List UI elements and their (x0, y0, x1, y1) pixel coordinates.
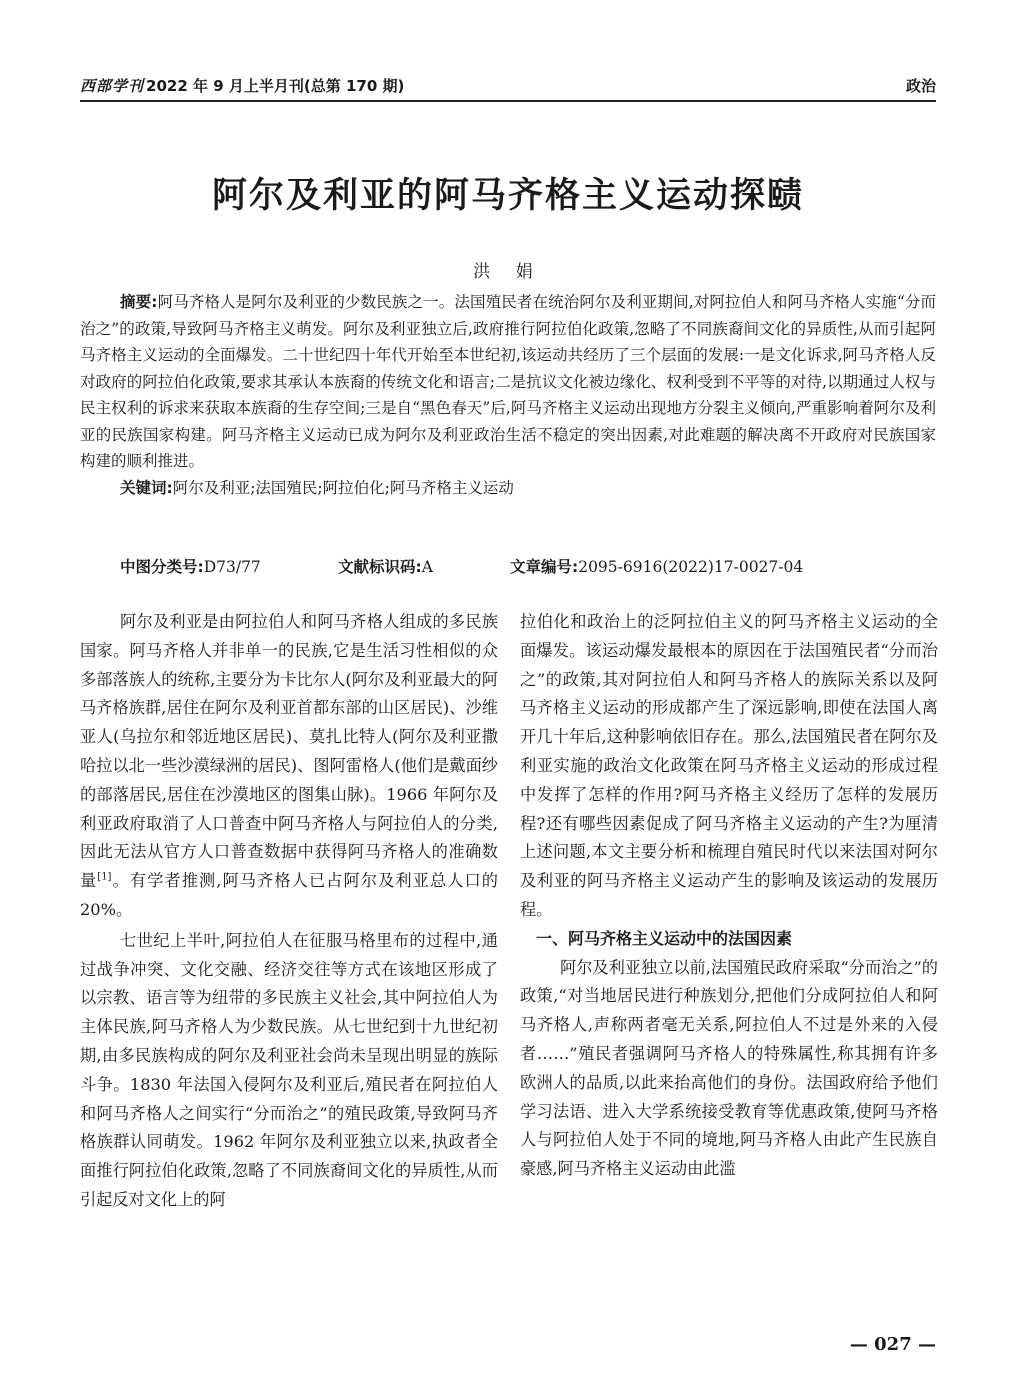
running-header (80, 72, 936, 102)
keywords-text: 阿尔及利亚;法国殖民;阿拉伯化;阿马齐格主义运动 (172, 478, 514, 497)
section-heading: 一、阿马齐格主义运动中的法国因素 (536, 928, 793, 948)
article-title: 阿尔及利亚的阿马齐格主义运动探赜 (211, 175, 804, 216)
abstract-text: 阿马齐格人是阿尔及利亚的少数民族之一。法国殖民者在统治阿尔及利亚期间,对阿拉伯人和阿马齐格人实施“分而治之”的政策,导致阿马齐格主义萌发。阿尔及利亚独立后,政府推行阿拉伯化政策,忽略了不同族裔间文化的异质性,从而引起阿马齐格主义运动的全面爆发。二十世纪四十年代开始至本世纪初,该运动共经历了三个层面的发展:一是文化诉求,阿马齐格人反对政府的阿拉伯化政策,要求其承认本族裔的传统文化和语言;二是抗议文化被边缘化、权利受到不平等的对待,以期通过人权与民主权利的诉求来获取本族裔的生存空间;三是自“黑色春天”后,阿马齐格主义运动出现地方分裂主义倾向,严重影响着阿尔及利亚的民族国家构建。阿马齐格主义运动已成为阿尔及利亚政治生活不稳定的突出因素,对此难题的解决离不开政府对民族国家构建的顺利推进。 (80, 293, 937, 470)
body-column-left (80, 608, 498, 1215)
classification-row (120, 554, 936, 580)
page-number: — 027 — (849, 1334, 936, 1355)
section-name: 政治 (905, 77, 936, 95)
author-name: 洪 娟 (473, 262, 543, 282)
keywords-label: 关键词: (120, 478, 173, 497)
abstract (80, 289, 936, 475)
abstract-block (80, 289, 936, 501)
body-paragraph: 拉伯化和政治上的泛阿拉伯主义的阿马齐格主义运动的全面爆发。该运动爆发最根本的原因在于法国殖民者“分而治之”的政策,其对阿拉伯人和阿马齐格人的族际关系以及阿马齐格主义运动的形成都产生了深远影响,即使在法国人离开几十年后,这种影响依旧存在。那么,法国殖民者在阿尔及利亚实施的政治文化政策在阿马齐格主义运动的形成过程中发挥了怎样的作用?阿马齐格主义经历了怎样的发展历程?还有哪些因素促成了阿马齐格主义运动的产生?为厘清上述问题,本文主要分析和梳理自殖民时代以来法国对阿尔及利亚的阿马齐格主义运动产生的影响及该运动的发展历程。 (520, 612, 938, 919)
body-paragraph: 七世纪上半叶,阿拉伯人在征服马格里布的过程中,通过战争冲突、文化交融、经济交往等方式在该地区形成了以宗教、语言等为纽带的多民族主义社会,其中阿拉伯人为主体民族,阿马齐格人为少数民族。从七世纪到十九世纪初期,由多民族构成的阿尔及利亚社会尚未呈现出明显的族际斗争。1830 年法国入侵阿尔及利亚后,殖民者在阿拉伯人和阿马齐格人之间实行“分而治之”的殖民政策,导致阿马齐格族群认同萌发。1962 年阿尔及利亚独立以来,执政者全面推行阿拉伯化政策,忽略了不同族裔间文化的异质性,从而引起反对文化上的阿 (80, 930, 498, 1209)
article-id: 文章编号:2095-6916(2022)17-0027-04 (510, 558, 804, 576)
document-code: 文献标识码:A (338, 558, 433, 576)
body-paragraph: 阿尔及利亚独立以前,法国殖民政府采取“分而治之”的政策,“对当地居民进行种族划分,把他们分成阿拉伯人和阿马齐格人,声称两者毫无关系,阿拉伯人不过是外来的入侵者……”殖民者强调阿马齐格人的特殊属性,称其拥有许多欧洲人的品质,以此来抬高他们的身份。法国政府给予他们学习法语、进入大学系统接受教育等优惠政策,使阿马齐格人与阿拉伯人处于不同的境地,阿马齐格人由此产生民族自豪感,阿马齐格主义运动由此滥 (520, 957, 938, 1179)
body-column-right (520, 608, 938, 1184)
keywords (80, 475, 936, 502)
abstract-label: 摘要: (120, 293, 158, 311)
journal-issue (80, 75, 404, 100)
issue-info: 2022 年 9 月上半月刊(总第 170 期) (146, 77, 405, 95)
clc-number: 中图分类号:D73/77 (120, 558, 261, 576)
journal-logo: 西部学刊 (80, 77, 145, 95)
body-paragraph: 阿尔及利亚是由阿拉伯人和阿马齐格人组成的多民族国家。阿马齐格人并非单一的民族,它是生活习性相似的众多部落族人的统称,主要分为卡比尔人(阿尔及利亚最大的阿马齐格族群,居住在阿尔及利亚首都东部的山区居民)、沙维亚人(乌拉尔和邻近地区居民)、莫扎比特人(阿尔及利亚撒哈拉以北一些沙漠绿洲的居民)、图阿雷格人(他们是戴面纱的部落居民,居住在沙漠地区的图集山脉)。1966 年阿尔及利亚政府取消了人口普查中阿马齐格人与阿拉伯人的分类,因此无法从官方人口普查数据中获得阿马齐格人的准确数量[1]。有学者推测,阿马齐格人已占阿尔及利亚总人口的 20%。 (80, 612, 498, 919)
reference-mark: [1] (97, 871, 112, 883)
